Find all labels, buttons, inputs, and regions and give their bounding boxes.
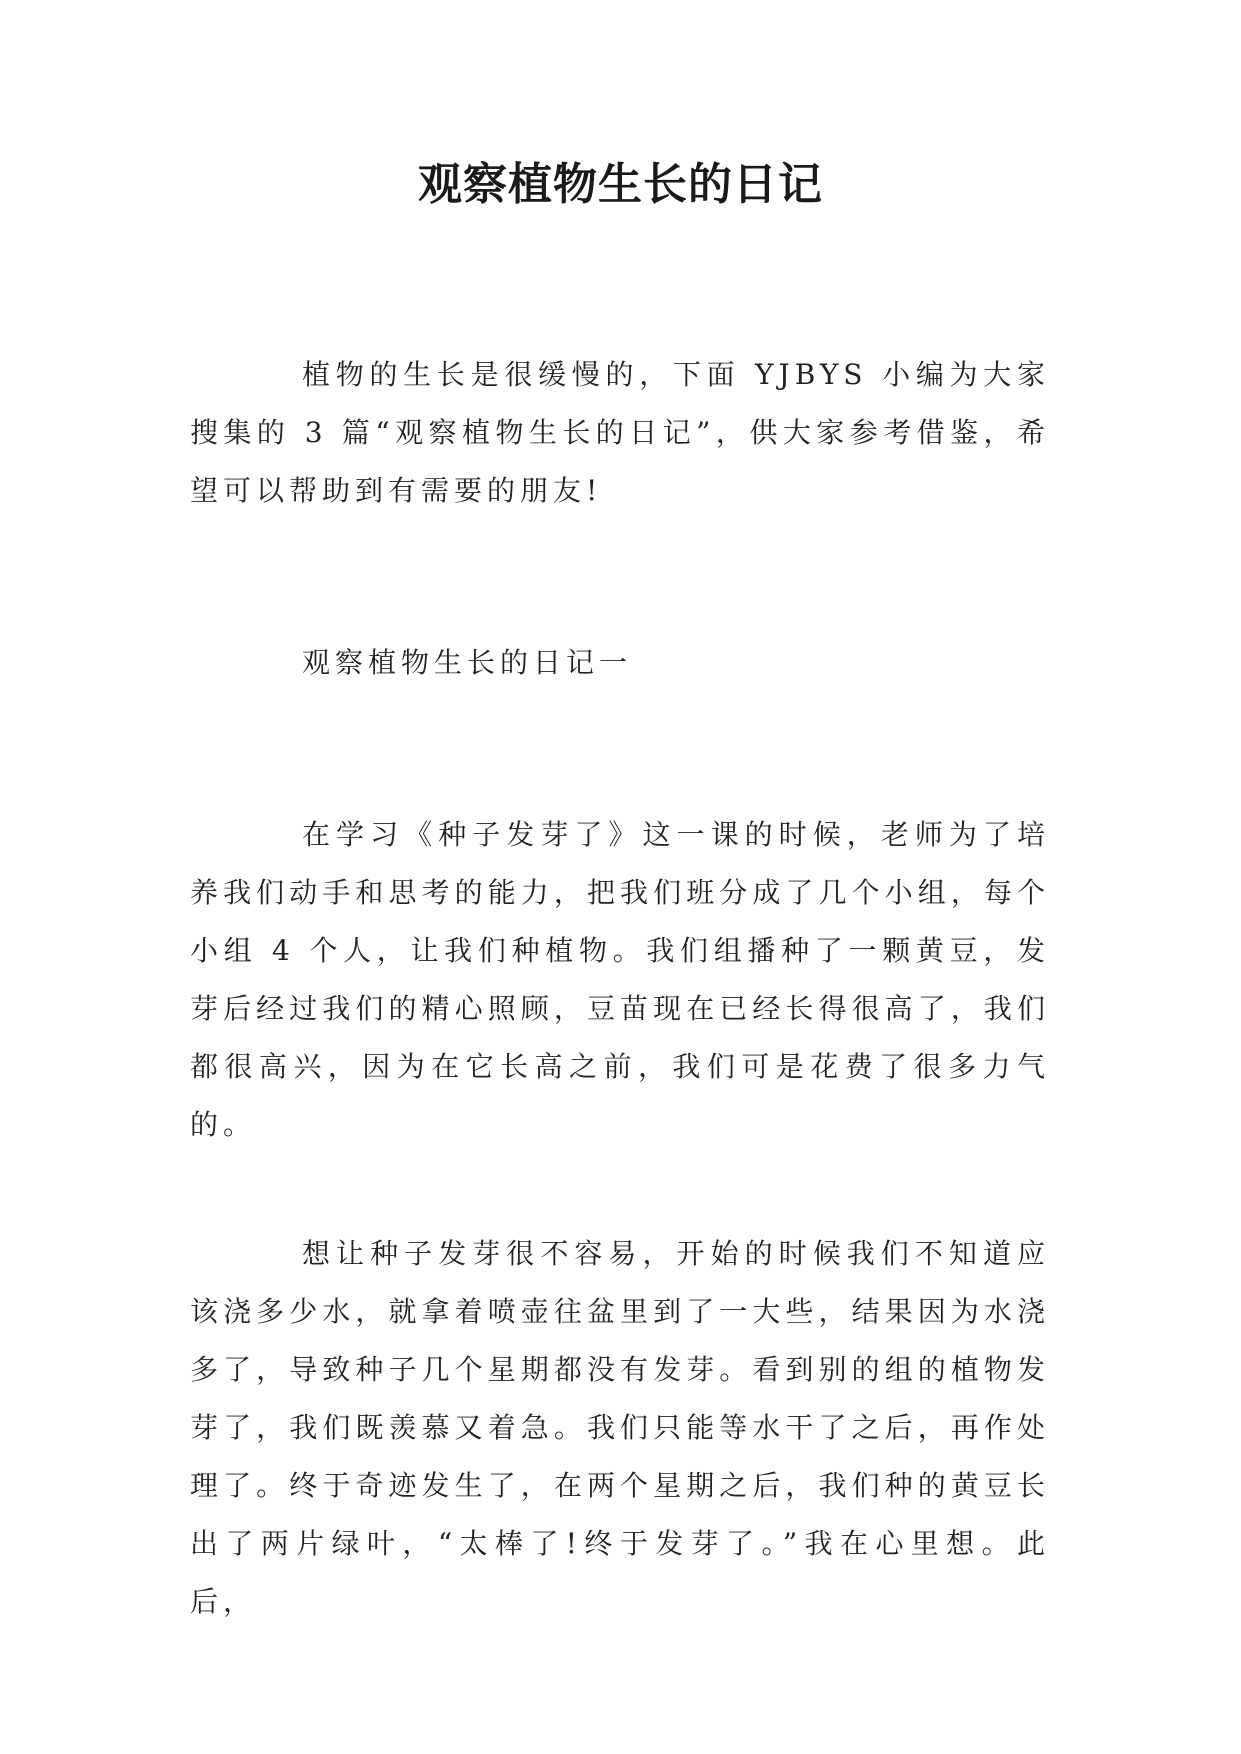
body-paragraph-2: 想让种子发芽很不容易，开始的时候我们不知道应该浇多少水，就拿着喷壶往盆里到了一大些，结果因为水浇多了，导致种子几个星期都没有发芽。看到别的组的植物发芽了，我们既羡慕又着急。我们只能等水干了之后，再作处理了。终于奇迹发生了，在两个星期之后，我们种的黄豆长出了两片绿叶，“太棒了!终于发芽了。”我在心里想。此后， <box>190 1237 1050 1618</box>
section-heading: 观察植物生长的日记一 <box>302 646 633 679</box>
page-title: 观察植物生长的日记 <box>418 159 823 210</box>
intro-paragraph: 植物的生长是很缓慢的，下面 YJBYS 小编为大家搜集的 3 篇“观察植物生长的日记”，供大家参考借鉴，希望可以帮助到有需要的朋友! <box>190 358 1050 507</box>
body-paragraph-1: 在学习《种子发芽了》这一课的时候，老师为了培养我们动手和思考的能力，把我们班分成了几个小组，每个小组 4 个人，让我们种植物。我们组播种了一颗黄豆，发芽后经过我们的精心照顾，豆苗现在已经长得很高了，我们都很高兴，因为在它长高之前，我们可是花费了很多力气的。 <box>190 818 1050 1141</box>
